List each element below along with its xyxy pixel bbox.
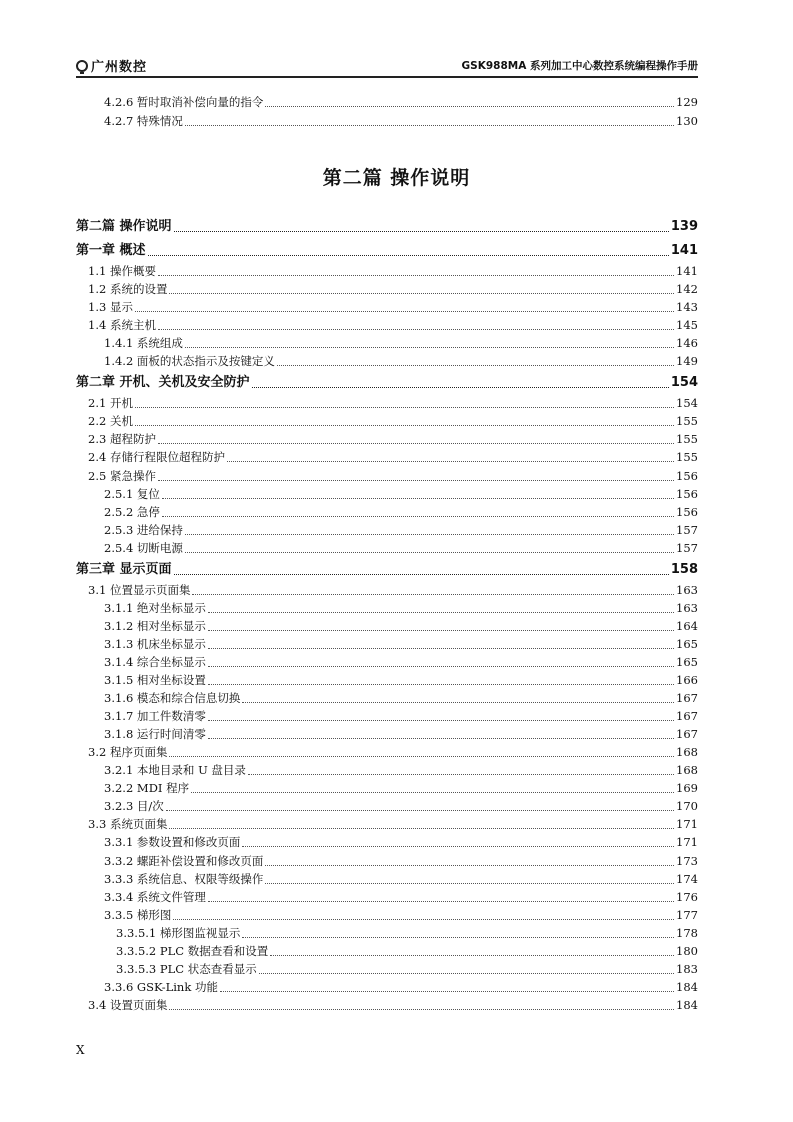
section-title: 第二篇 操作说明 (322, 167, 471, 189)
toc-entry-label: 1.1 操作概要 (88, 264, 156, 278)
toc-entry-page: 141 (676, 264, 698, 278)
dot-leader (169, 755, 674, 757)
toc-entry[interactable] (88, 264, 698, 279)
toc-entry-page: 146 (676, 336, 698, 351)
toc-entry-label: 2.4 存储行程限位超程防护 (88, 450, 225, 465)
dot-leader (162, 515, 674, 517)
toc-entry-label: 第二章 开机、关机及安全防护 (76, 375, 250, 391)
dot-leader (158, 442, 674, 444)
dot-leader (220, 990, 674, 992)
toc-entry[interactable] (104, 691, 698, 706)
toc-entry[interactable] (116, 926, 698, 941)
toc-entry-label: 3.3.6 GSK-Link 功能 (104, 979, 218, 994)
toc-entry[interactable] (104, 763, 698, 778)
page-header (76, 54, 698, 78)
toc-entry-page: 167 (676, 709, 698, 724)
toc-entry-label: 1.4.1 系统组成 (104, 336, 183, 351)
toc-entry-label: 1.4.2 面板的状态指示及按键定义 (104, 354, 275, 369)
toc-entry-page: 157 (676, 522, 698, 537)
toc-chapter-entry[interactable] (76, 561, 698, 578)
toc-entry-page: 155 (676, 414, 698, 429)
toc-entry-page: 158 (670, 561, 698, 577)
toc-entry-label: 3.3.5.1 梯形图监视显示 (116, 925, 241, 940)
dot-leader (166, 809, 674, 811)
dot-leader (135, 424, 674, 426)
dot-leader (158, 328, 674, 330)
toc-entry[interactable] (104, 673, 698, 688)
dot-leader (174, 230, 669, 232)
dot-leader (169, 292, 674, 294)
dot-leader (242, 845, 674, 847)
toc-entry-label: 3.3.5 梯形图 (104, 907, 172, 922)
toc-entry-label: 3.3 系统页面集 (88, 817, 168, 832)
dot-leader (173, 918, 674, 920)
toc-entry-label: 3.1.1 绝对坐标显示 (104, 600, 206, 615)
toc-entry-page: 165 (676, 654, 698, 669)
toc-entry-label: 1.4 系统主机 (88, 318, 156, 333)
toc-entry-page: 163 (676, 600, 698, 615)
logo-text: 广州数控 (91, 60, 148, 75)
toc-entry-page: 174 (676, 871, 698, 886)
toc-entry[interactable] (88, 300, 698, 315)
toc-entry[interactable] (104, 336, 698, 351)
toc-entry[interactable] (104, 890, 698, 905)
dot-leader (185, 124, 674, 126)
dot-leader (162, 497, 674, 499)
toc-entry-label: 3.2 程序页面集 (88, 745, 168, 760)
dot-leader (208, 737, 674, 739)
toc-entry[interactable] (88, 450, 698, 465)
toc-entry[interactable] (104, 799, 698, 814)
toc-entry[interactable] (104, 854, 698, 869)
dot-leader (265, 864, 674, 866)
toc-entry-page: 142 (676, 282, 698, 297)
toc-entry[interactable] (104, 487, 698, 502)
dot-leader (208, 665, 674, 667)
toc-entry-label: 3.1.2 相对坐标显示 (104, 618, 206, 633)
dot-leader (208, 719, 674, 721)
toc-entry-label: 第一章 概述 (76, 243, 146, 258)
toc-entry[interactable] (104, 727, 698, 742)
toc-entry-label: 1.2 系统的设置 (88, 282, 168, 297)
toc-entry-label: 3.1 位置显示页面集 (88, 582, 191, 597)
toc-entry[interactable] (104, 523, 698, 538)
toc-entry[interactable] (88, 318, 698, 333)
toc-entry[interactable] (88, 282, 698, 297)
toc-entry-page: 169 (676, 781, 698, 796)
dot-leader (158, 274, 674, 276)
toc-entry-page: 171 (676, 817, 698, 832)
toc-entry-label: 3.3.4 系统文件管理 (104, 889, 206, 904)
toc-entry-label: 2.2 关机 (88, 414, 133, 429)
toc-entry-label: 3.1.8 运行时间清零 (104, 727, 206, 742)
dot-leader (227, 460, 674, 462)
dot-leader (185, 551, 674, 553)
dot-leader (191, 791, 674, 793)
page-number: X (76, 1043, 85, 1057)
toc-entry-label: 3.3.3 系统信息、权限等级操作 (104, 871, 264, 886)
toc-entry[interactable] (88, 396, 698, 411)
toc-entry-page: 173 (676, 853, 698, 868)
toc-entry-page: 166 (676, 673, 698, 687)
toc-entry-label: 2.5.4 切断电源 (104, 540, 183, 555)
company-logo (76, 56, 147, 75)
toc-entry-page: 154 (676, 396, 698, 411)
toc-entry[interactable] (88, 745, 698, 760)
toc-entry[interactable] (88, 583, 698, 598)
toc-entry-label: 第三章 显示页面 (76, 561, 172, 577)
dot-leader (259, 972, 674, 974)
dot-leader (252, 386, 669, 388)
dot-leader (192, 593, 674, 595)
toc-entry-page: 164 (676, 618, 698, 633)
toc-entry-label: 3.2.2 MDI 程序 (104, 781, 190, 796)
toc-entry-page: 129 (676, 95, 698, 109)
dot-leader (242, 701, 674, 703)
toc-entry-page: 168 (676, 763, 698, 778)
dot-leader (135, 310, 674, 312)
toc-entry-label: 3.3.2 螺距补偿设置和修改页面 (104, 853, 264, 868)
toc-entry-label: 3.2.3 目/次 (104, 799, 164, 814)
toc-entry-page: 154 (670, 375, 698, 391)
toc-entry-page: 165 (676, 636, 698, 651)
header-title: GSK988MA 系列加工中心数控系统编程操作手册 (461, 60, 698, 72)
toc-entry-page: 167 (676, 727, 698, 742)
dot-leader (158, 479, 674, 481)
dot-leader (174, 573, 669, 575)
toc-entry-label: 2.3 超程防护 (88, 432, 156, 447)
toc-entry[interactable] (88, 998, 698, 1013)
toc-entry-page: 156 (676, 504, 698, 519)
toc-entry[interactable] (88, 414, 698, 429)
toc-entry-label: 3.1.6 模态和综合信息切换 (104, 691, 241, 706)
dot-leader (265, 105, 674, 107)
toc-entry-page: 177 (676, 907, 698, 922)
dot-leader (242, 936, 674, 938)
toc-entry-page: 139 (670, 219, 698, 234)
toc-entry[interactable] (104, 354, 698, 369)
toc-entry-page: 155 (676, 432, 698, 447)
toc-entry-label: 2.1 开机 (88, 396, 133, 411)
toc-entry-page: 141 (670, 243, 698, 258)
toc-entry[interactable] (104, 872, 698, 887)
toc-entry[interactable] (104, 541, 698, 556)
toc-entry[interactable] (104, 601, 698, 616)
toc-entry-label: 3.1.3 机床坐标显示 (104, 636, 206, 651)
toc-entry[interactable] (104, 637, 698, 652)
toc-entry[interactable] (104, 709, 698, 724)
toc-entry-label: 3.4 设置页面集 (88, 997, 168, 1012)
dot-leader (208, 683, 674, 685)
toc-entry-label: 4.2.7 特殊情况 (104, 114, 183, 128)
toc-entry-page: 149 (676, 354, 698, 369)
toc-entry-page: 170 (676, 799, 698, 814)
logo-icon (76, 60, 88, 72)
toc-entry-page: 184 (676, 979, 698, 994)
toc-entry-page: 168 (676, 745, 698, 760)
toc-entry-label: 3.3.5.2 PLC 数据查看和设置 (116, 943, 269, 958)
dot-leader (169, 1008, 674, 1010)
toc-entry-page: 183 (676, 961, 698, 976)
toc-entry-page: 171 (676, 835, 698, 850)
toc-entry-page: 176 (676, 889, 698, 904)
toc-entry[interactable] (104, 95, 698, 110)
dot-leader (148, 254, 669, 256)
toc-entry[interactable] (116, 962, 698, 977)
dot-leader (185, 346, 674, 348)
toc-entry-label: 2.5 紧急操作 (88, 468, 156, 483)
toc-entry-page: 143 (676, 300, 698, 315)
toc-entry[interactable] (104, 980, 698, 995)
dot-leader (208, 611, 674, 613)
dot-leader (208, 629, 674, 631)
toc-entry-page: 130 (676, 114, 698, 128)
toc-entry[interactable] (104, 908, 698, 923)
dot-leader (169, 827, 674, 829)
toc-entry-label: 4.2.6 暂时取消补偿向量的指令 (104, 95, 264, 109)
toc-entry-page: 156 (676, 486, 698, 501)
toc-entry-page: 163 (676, 582, 698, 597)
toc-entry-label: 第二篇 操作说明 (76, 219, 172, 234)
toc-chapter-entry[interactable] (76, 374, 698, 391)
dot-leader (270, 954, 674, 956)
toc-entry-page: 178 (676, 925, 698, 940)
toc-entry-label: 1.3 显示 (88, 300, 133, 315)
toc-entry[interactable] (104, 619, 698, 634)
toc-entry-page: 184 (676, 997, 698, 1012)
toc-entry-label: 2.5.3 进给保持 (104, 522, 183, 537)
dot-leader (185, 533, 674, 535)
toc-entry-label: 2.5.1 复位 (104, 486, 160, 501)
dot-leader (135, 406, 674, 408)
toc-entry-page: 155 (676, 450, 698, 465)
dot-leader (208, 900, 674, 902)
dot-leader (248, 773, 674, 775)
toc-entry[interactable] (104, 781, 698, 796)
toc-entry-page: 180 (676, 943, 698, 958)
dot-leader (265, 882, 674, 884)
toc-chapter-entry[interactable] (76, 218, 698, 235)
toc-entry-page: 167 (676, 691, 698, 706)
toc-entry-label: 3.3.1 参数设置和修改页面 (104, 835, 241, 850)
toc-chapter-entry[interactable] (76, 242, 698, 259)
toc-entry-label: 3.1.7 加工件数清零 (104, 709, 206, 724)
toc-entry-label: 2.5.2 急停 (104, 504, 160, 519)
toc-entry[interactable] (104, 835, 698, 850)
toc-entry-label: 3.2.1 本地目录和 U 盘目录 (104, 763, 246, 778)
toc-entry[interactable] (88, 432, 698, 447)
dot-leader (277, 364, 674, 366)
toc-entry-label: 3.1.5 相对坐标设置 (104, 673, 206, 687)
toc-entry[interactable] (104, 505, 698, 520)
toc-entry-label: 3.1.4 综合坐标显示 (104, 654, 206, 669)
toc-entry-page: 156 (676, 468, 698, 483)
toc-entry[interactable] (104, 655, 698, 670)
toc-entry-label: 3.3.5.3 PLC 状态查看显示 (116, 961, 257, 976)
toc-entry[interactable] (116, 944, 698, 959)
toc-entry-page: 145 (676, 318, 698, 333)
toc-entry-page: 157 (676, 540, 698, 555)
dot-leader (208, 647, 674, 649)
toc-entry[interactable] (104, 114, 698, 129)
toc-entry[interactable] (88, 817, 698, 832)
toc-entry[interactable] (88, 469, 698, 484)
